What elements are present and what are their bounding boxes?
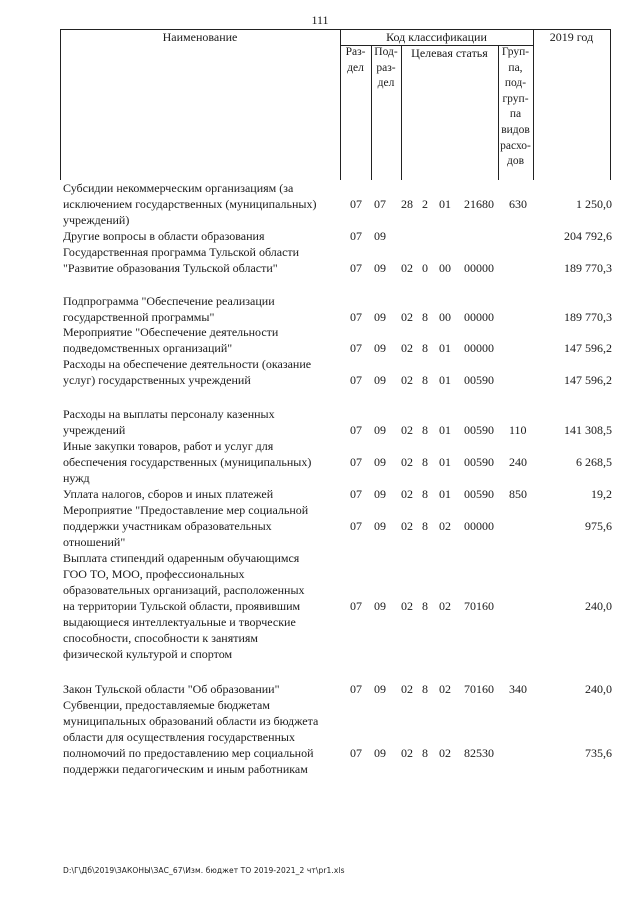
header-podrazdel-line: Под- — [374, 46, 398, 58]
row-cs1: 02 — [401, 373, 413, 387]
row-name-line: Расходы на выплаты персоналу казенных — [63, 407, 275, 421]
row-name — [63, 681, 345, 697]
row-cs4: 70160 — [464, 599, 494, 613]
row-razdel: 07 — [350, 746, 362, 760]
row-cs3: 02 — [439, 682, 451, 696]
row-cs1: 02 — [401, 341, 413, 355]
row-cs2: 8 — [422, 599, 428, 613]
row-group: 850 — [509, 487, 527, 501]
row-name — [63, 550, 345, 662]
row-podrazdel: 09 — [374, 423, 386, 437]
row-value: 240,0 — [585, 682, 612, 696]
row-podrazdel: 09 — [374, 310, 386, 324]
row-podrazdel: 09 — [374, 746, 386, 760]
row-name-line: Субвенции, предоставляемые бюджетам — [63, 698, 270, 712]
row-cs1: 02 — [401, 487, 413, 501]
row-cs1: 02 — [401, 423, 413, 437]
row-value: 147 596,2 — [564, 341, 612, 355]
row-cs1: 02 — [401, 519, 413, 533]
header-group-line: под- — [504, 77, 527, 90]
row-cs3: 01 — [439, 373, 451, 387]
row-cs3: 02 — [439, 519, 451, 533]
row-cs1: 02 — [401, 682, 413, 696]
row-value: 204 792,6 — [564, 229, 612, 243]
row-name — [63, 486, 345, 502]
row-name — [63, 324, 345, 356]
row-cs4: 00000 — [464, 341, 494, 355]
row-name-line: поддержки педагогическим и иным работникам — [63, 762, 308, 776]
row-name-line: способности, способности к занятиям — [63, 631, 258, 645]
row-name-line: Подпрограмма "Обеспечение реализации — [63, 294, 275, 308]
row-group: 340 — [509, 682, 527, 696]
row-name-line: области для осуществления государственных — [63, 730, 295, 744]
header-name: Наименование — [162, 30, 238, 44]
row-name — [63, 502, 345, 550]
row-cs2: 8 — [422, 310, 428, 324]
file-path-footer: D:\Г\Дб\2019\ЗАКОНЫ\ЗАС_67\Изм. бюджет ТО 2019-2021_2 чт\pr1.xls — [63, 866, 345, 875]
row-cs1: 02 — [401, 261, 413, 275]
row-value: 147 596,2 — [564, 373, 612, 387]
row-value: 735,6 — [585, 746, 612, 760]
row-cs2: 8 — [422, 519, 428, 533]
row-name-line: подведомственных организаций" — [63, 341, 233, 355]
row-name-line: Субсидии некоммерческим организациям (за — [63, 181, 294, 195]
header-group-line: па — [509, 108, 522, 121]
row-razdel: 07 — [350, 341, 362, 355]
row-cs4: 82530 — [464, 746, 494, 760]
row-cs4: 00590 — [464, 455, 494, 469]
row-name — [63, 406, 345, 438]
row-name-line: учреждений) — [63, 213, 130, 227]
row-name-line: обеспечения государственных (муниципальных) — [63, 455, 312, 469]
row-cs1: 02 — [401, 310, 413, 324]
row-name-line: Закон Тульской области "Об образовании" — [63, 682, 280, 696]
row-name-line: полномочий по предоставлению мер социальной — [63, 746, 314, 760]
row-value: 141 308,5 — [564, 423, 612, 437]
row-value: 6 268,5 — [576, 455, 612, 469]
row-podrazdel: 09 — [374, 341, 386, 355]
row-cs2: 8 — [422, 487, 428, 501]
row-cs2: 8 — [422, 746, 428, 760]
row-name-line: поддержки участникам образовательных — [63, 519, 272, 533]
row-name-line: услуг) государственных учреждений — [63, 373, 251, 387]
row-podrazdel: 09 — [374, 229, 386, 243]
page-number: 111 — [311, 13, 329, 27]
row-cs3: 01 — [439, 197, 451, 211]
row-name — [63, 180, 345, 228]
row-cs2: 8 — [422, 423, 428, 437]
row-name — [63, 293, 345, 325]
row-name-line: нужд — [63, 471, 90, 485]
row-razdel: 07 — [350, 519, 362, 533]
row-cs3: 01 — [439, 487, 451, 501]
header-group-line: груп- — [502, 92, 529, 105]
row-razdel: 07 — [350, 229, 362, 243]
row-value: 975,6 — [585, 519, 612, 533]
row-razdel: 07 — [350, 261, 362, 275]
row-podrazdel: 09 — [374, 373, 386, 387]
row-razdel: 07 — [350, 310, 362, 324]
header-razdel-line: Раз- — [345, 46, 366, 58]
row-cs4: 00590 — [464, 423, 494, 437]
row-cs4: 00000 — [464, 310, 494, 324]
row-cs1: 28 — [401, 197, 413, 211]
header-group-line: видов — [501, 123, 530, 136]
header-group-line: расхо- — [500, 139, 531, 152]
row-cs1: 02 — [401, 455, 413, 469]
row-cs3: 02 — [439, 746, 451, 760]
row-podrazdel: 09 — [374, 455, 386, 469]
row-podrazdel: 09 — [374, 519, 386, 533]
row-razdel: 07 — [350, 197, 362, 211]
row-cs2: 8 — [422, 455, 428, 469]
row-cs2: 0 — [422, 261, 428, 275]
row-cs2: 8 — [422, 682, 428, 696]
row-group: 240 — [509, 455, 527, 469]
row-cs4: 00000 — [464, 519, 494, 533]
row-cs2: 8 — [422, 341, 428, 355]
row-cs4: 00000 — [464, 261, 494, 275]
row-name — [63, 356, 345, 388]
row-razdel: 07 — [350, 373, 362, 387]
row-cs1: 02 — [401, 599, 413, 613]
row-value: 189 770,3 — [564, 310, 612, 324]
row-cs3: 01 — [439, 455, 451, 469]
row-name-line: исключением государственных (муниципальных) — [63, 197, 317, 211]
header-group-line: па, — [508, 61, 523, 74]
header-razdel-line: дел — [347, 61, 364, 74]
row-name-line: муниципальных образований области из бюджета — [63, 714, 319, 728]
row-cs3: 02 — [439, 599, 451, 613]
row-cs2: 8 — [422, 373, 428, 387]
row-name-line: учреждений — [63, 423, 126, 437]
row-cs4: 00590 — [464, 487, 494, 501]
header-classification: Код классификации — [386, 30, 487, 44]
row-razdel: 07 — [350, 487, 362, 501]
row-name-line: ГОО ТО, МОО, профессиональных — [63, 567, 245, 581]
row-cs4: 70160 — [464, 682, 494, 696]
header-target: Целевая статья — [411, 46, 488, 60]
row-name-line: образовательных организаций, расположенных — [63, 583, 305, 597]
row-name-line: Другие вопросы в области образования — [63, 229, 265, 243]
row-name-line: Иные закупки товаров, работ и услуг для — [63, 439, 274, 453]
row-name-line: Расходы на обеспечение деятельности (оказание — [63, 357, 312, 371]
row-podrazdel: 09 — [374, 487, 386, 501]
row-value: 240,0 — [585, 599, 612, 613]
row-podrazdel: 09 — [374, 599, 386, 613]
row-value: 189 770,3 — [564, 261, 612, 275]
row-razdel: 07 — [350, 455, 362, 469]
row-podrazdel: 07 — [374, 197, 386, 211]
row-name — [63, 244, 345, 276]
row-razdel: 07 — [350, 599, 362, 613]
row-cs4: 21680 — [464, 197, 494, 211]
row-name-line: физической культурой и спортом — [63, 647, 233, 661]
row-name-line: государственной программы" — [63, 310, 215, 324]
row-cs3: 00 — [439, 310, 451, 324]
row-name — [63, 438, 345, 486]
row-group: 630 — [509, 197, 527, 211]
header-year: 2019 год — [549, 30, 594, 44]
row-name-line: "Развитие образования Тульской области" — [63, 261, 278, 275]
row-podrazdel: 09 — [374, 261, 386, 275]
row-razdel: 07 — [350, 682, 362, 696]
header-group-line: дов — [506, 155, 525, 168]
row-cs3: 01 — [439, 423, 451, 437]
row-cs4: 00590 — [464, 373, 494, 387]
row-cs1: 02 — [401, 746, 413, 760]
row-name — [63, 697, 345, 777]
row-cs2: 2 — [422, 197, 428, 211]
header-podrazdel-line: дел — [377, 77, 395, 90]
row-name-line: Государственная программа Тульской области — [63, 245, 300, 259]
row-name-line: Мероприятие "Обеспечение деятельности — [63, 325, 279, 339]
header-group-line: Груп- — [501, 46, 530, 58]
row-podrazdel: 09 — [374, 682, 386, 696]
row-name-line: отношений" — [63, 535, 126, 549]
header-podrazdel-line: раз- — [376, 61, 396, 74]
row-name-line: Выплата стипендий одаренным обучающимся — [63, 551, 300, 565]
row-name-line: Уплата налогов, сборов и иных платежей — [63, 487, 274, 501]
row-cs3: 01 — [439, 341, 451, 355]
row-cs3: 00 — [439, 261, 451, 275]
row-name-line: выдающиеся интеллектуальные и творческие — [63, 615, 296, 629]
row-group: 110 — [509, 423, 527, 437]
row-name — [63, 228, 345, 244]
row-value: 1 250,0 — [576, 197, 612, 211]
row-razdel: 07 — [350, 423, 362, 437]
row-name-line: Мероприятие "Предоставление мер социальной — [63, 503, 309, 517]
row-name-line: на территории Тульской области, проявившим — [63, 599, 301, 613]
row-value: 19,2 — [591, 487, 612, 501]
